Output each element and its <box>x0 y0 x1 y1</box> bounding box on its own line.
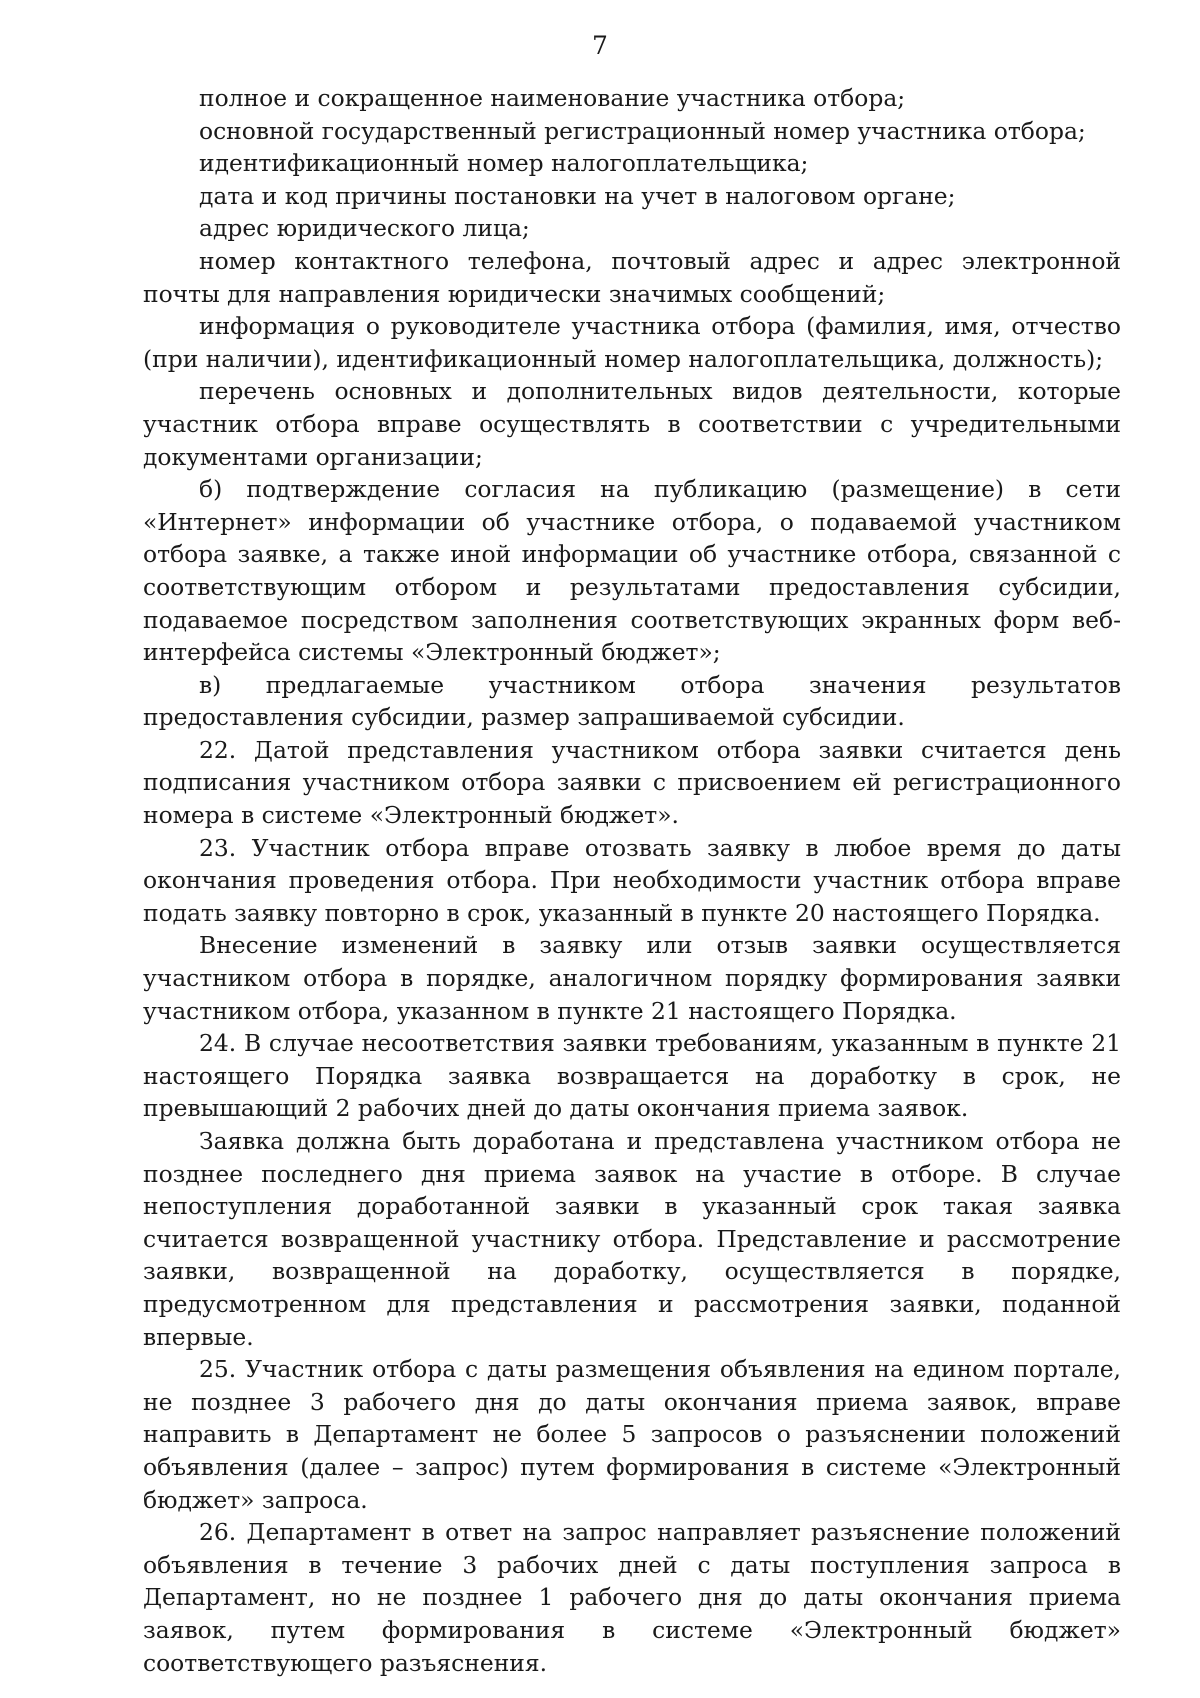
paragraph: 25. Участник отбора с даты размещения объявления на едином портале, не позднее 3 рабочего дня до даты окончания приема заявок, вправе направить в Департамент не более 5 запросов о разъяснении положений объявления (далее – запрос) путем формирования в системе «Электронный бюджет» запроса. <box>143 1355 1121 1514</box>
paragraph: б) подтверждение согласия на публикацию (размещение) в сети «Интернет» информации об участнике отбора, о подаваемой участником отбора заявке, а также иной информации об участнике отбора, связанной с соответствующим отбором и результатами предоставления субсидии, подаваемое посредством заполнения соответствующих экранных форм веб-интерфейса системы «Электронный бюджет»; <box>143 475 1121 667</box>
paragraph: основной государственный регистрационный номер участника отбора; <box>199 116 1086 145</box>
paragraph: перечень основных и дополнительных видов деятельности, которые участник отбора вправе осуществлять в соответствии с учредительными документами организации; <box>143 377 1121 471</box>
paragraph: в) предлагаемые участником отбора значения результатов предоставления субсидии, размер запрашиваемой субсидии. <box>143 670 1121 732</box>
paragraph: номер контактного телефона, почтовый адрес и адрес электронной почты для направления юридически значимых сообщений; <box>143 246 1121 308</box>
page-number: 7 <box>592 31 608 60</box>
paragraph: Заявка должна быть доработана и представлена участником отбора не позднее последнего дня приема заявок на участие в отборе. В случае непоступления доработанной заявки в указанный срок такая заявка считается возвращенной участнику отбора. Представление и рассмотрение заявки, возвращенной на доработку, осуществляется в порядке, предусмотренном для представления и рассмотрения заявки, поданной впервые. <box>143 1127 1121 1351</box>
paragraph: 26. Департамент в ответ на запрос направляет разъяснение положений объявления в течение 3 рабочих дней с даты поступления запроса в Департамент, но не позднее 1 рабочего дня до даты окончания приема заявок, путем формирования в системе «Электронный бюджет» соответствующего разъяснения. <box>143 1518 1121 1677</box>
paragraph: 22. Датой представления участником отбора заявки считается день подписания участником отбора заявки с присвоением ей регистрационного номера в системе «Электронный бюджет». <box>143 735 1121 830</box>
paragraph: идентификационный номер налогоплательщика; <box>199 149 809 178</box>
paragraph: полное и сокращенное наименование участника отбора; <box>199 84 906 112</box>
document-body <box>143 82 1121 1679</box>
paragraph: 24. В случае несоответствия заявки требованиям, указанным в пункте 21 настоящего Порядка заявка возвращается на доработку в срок, не превышающий 2 рабочих дней до даты окончания приема заявок. <box>143 1029 1121 1123</box>
paragraph: дата и код причины постановки на учет в налоговом органе; <box>199 181 956 210</box>
paragraph: адрес юридического лица; <box>199 214 530 243</box>
paragraph: Внесение изменений в заявку или отзыв заявки осуществляется участником отбора в порядке, аналогичном порядку формирования заявки участником отбора, указанном в пункте 21 настоящего Порядка. <box>143 931 1121 1025</box>
paragraph: информация о руководителе участника отбора (фамилия, имя, отчество (при наличии), идентификационный номер налогоплательщика, должность); <box>143 312 1121 373</box>
paragraph: 23. Участник отбора вправе отозвать заявку в любое время до даты окончания проведения отбора. При необходимости участник отбора вправе подать заявку повторно в срок, указанный в пункте 20 настоящего Порядка. <box>143 833 1121 927</box>
